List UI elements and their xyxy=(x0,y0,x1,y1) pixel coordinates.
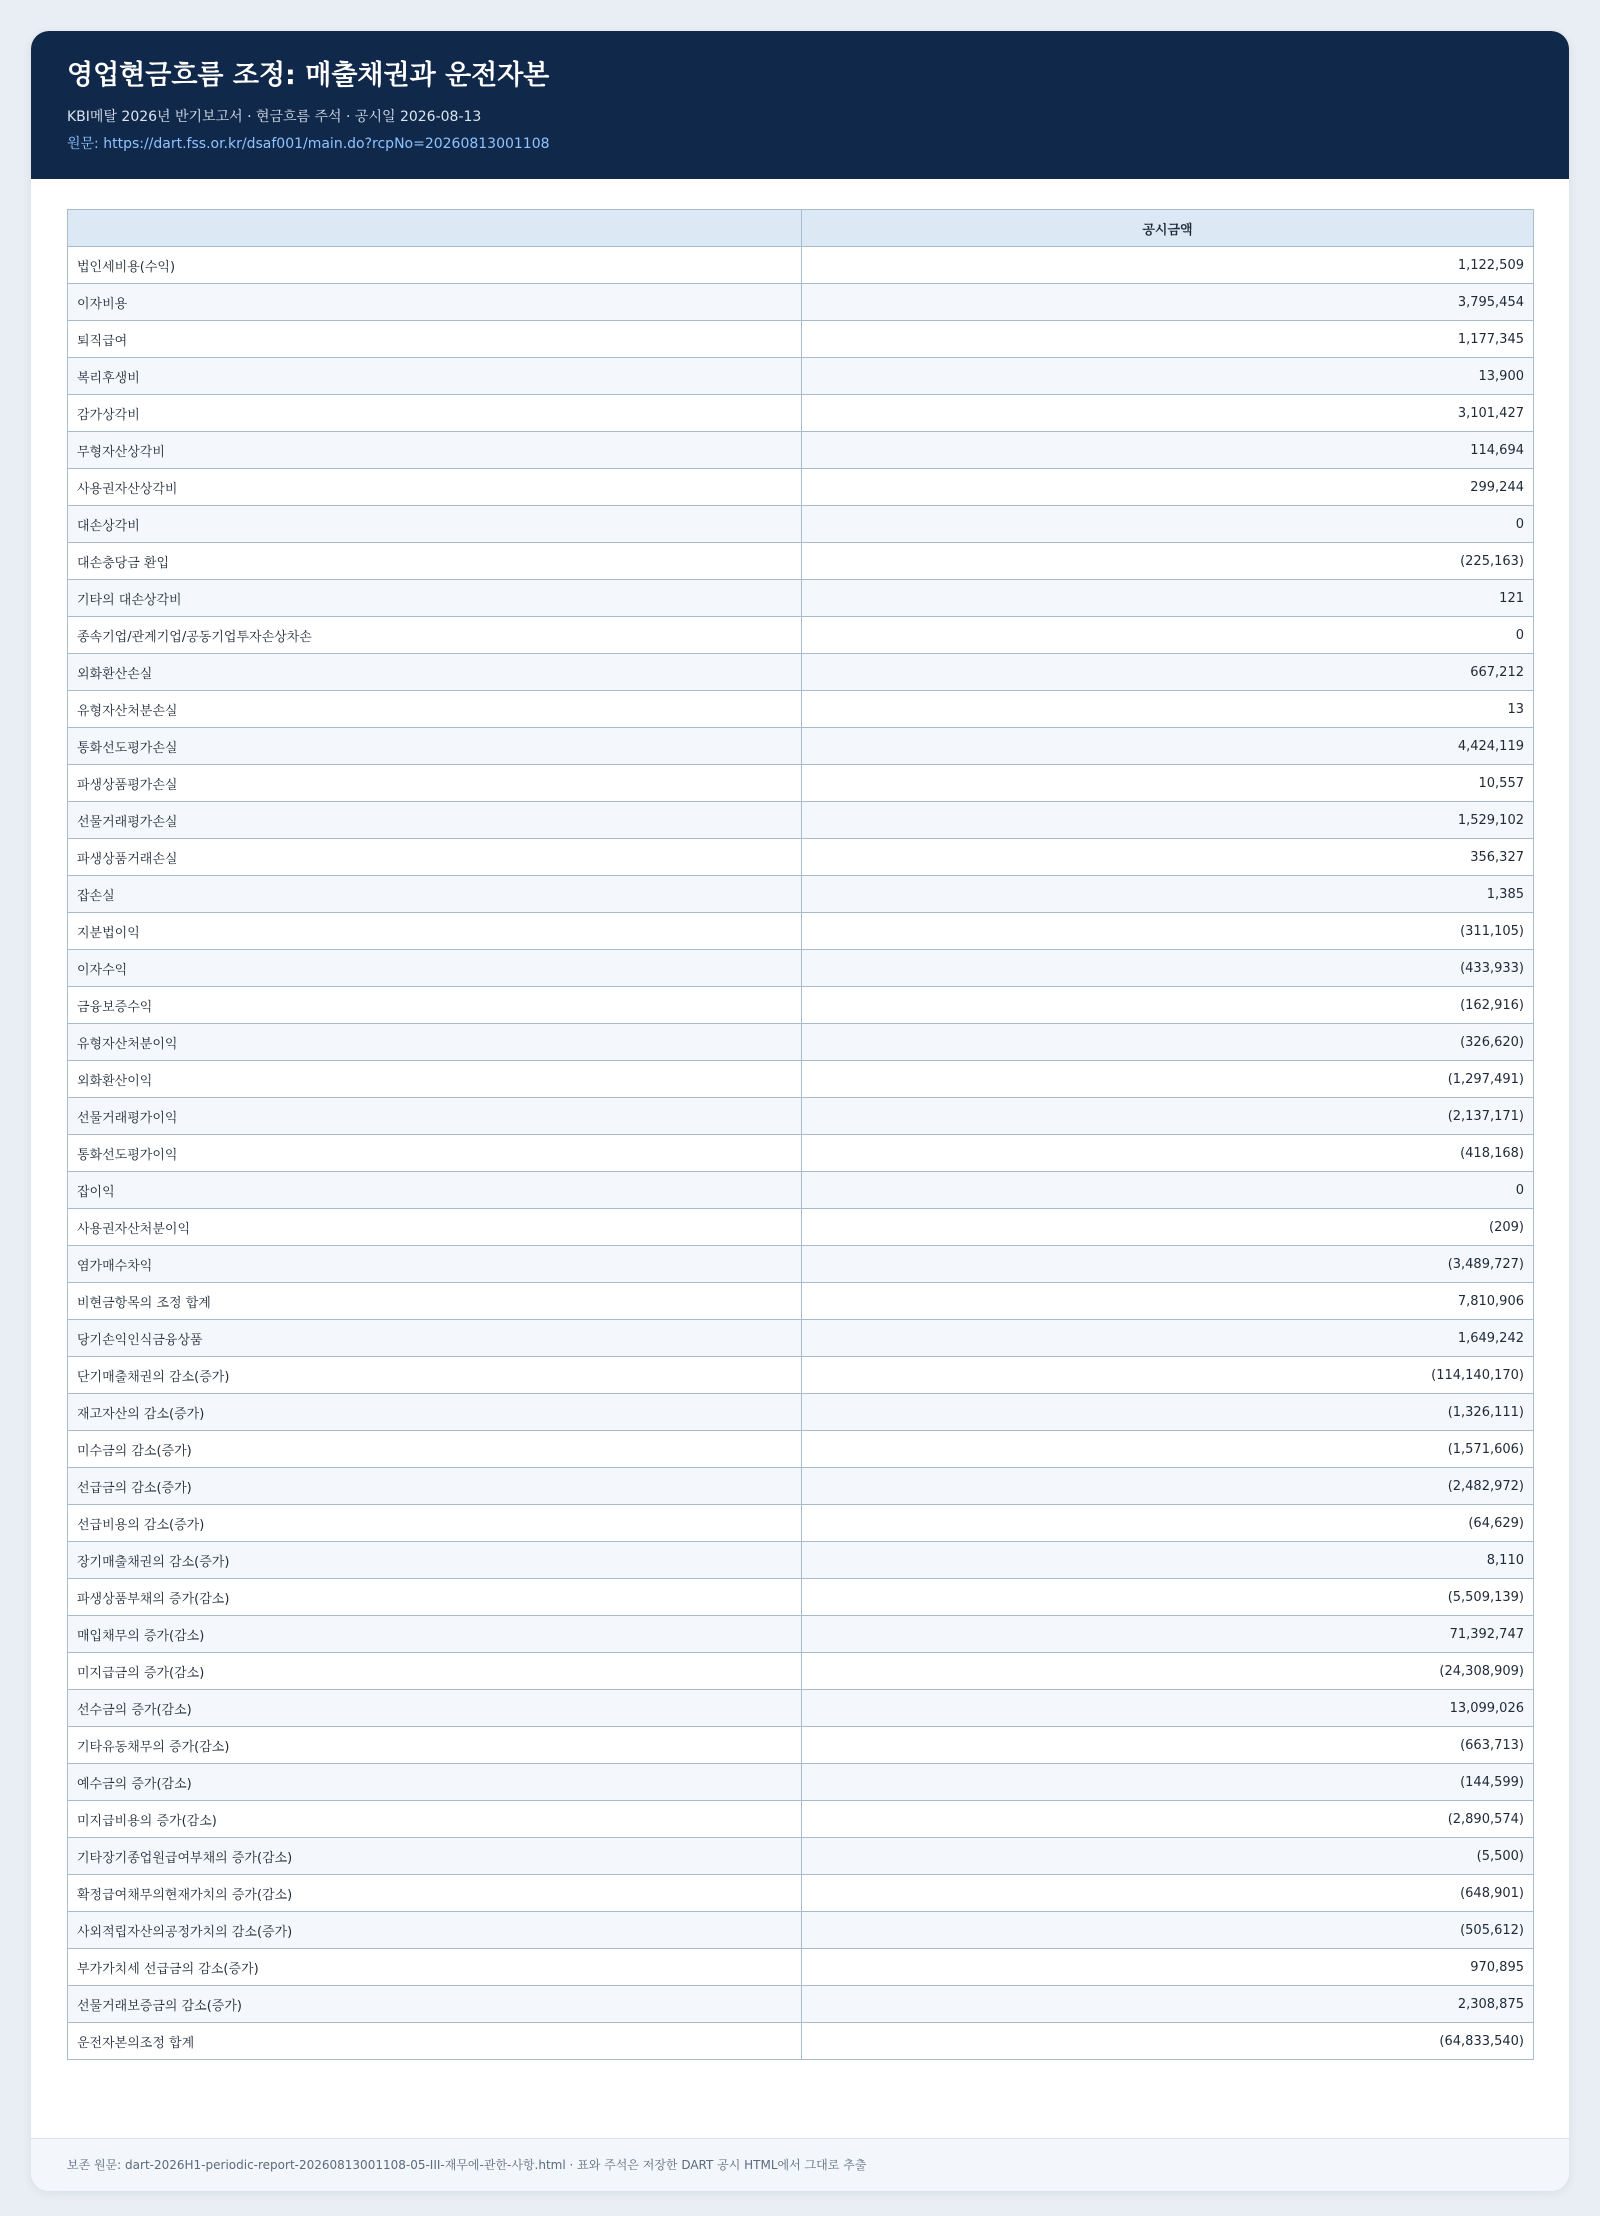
row-label: 이자수익 xyxy=(68,950,802,987)
table-row xyxy=(68,802,1534,839)
table-header-row xyxy=(68,210,1534,247)
table-row xyxy=(68,1912,1534,1949)
table-row xyxy=(68,432,1534,469)
table-row xyxy=(68,1468,1534,1505)
table-row xyxy=(68,1135,1534,1172)
row-amount: (505,612) xyxy=(802,1912,1534,1949)
table-row xyxy=(68,1690,1534,1727)
row-label: 당기손익인식금융상품 xyxy=(68,1320,802,1357)
table-row xyxy=(68,839,1534,876)
row-label: 매입채무의 증가(감소) xyxy=(68,1616,802,1653)
table-row xyxy=(68,1579,1534,1616)
table-row xyxy=(68,617,1534,654)
row-amount: 1,122,509 xyxy=(802,247,1534,284)
table-row xyxy=(68,1357,1534,1394)
table-row xyxy=(68,1764,1534,1801)
row-amount: (5,500) xyxy=(802,1838,1534,1875)
row-label: 파생상품부채의 증가(감소) xyxy=(68,1579,802,1616)
table-row xyxy=(68,2023,1534,2060)
row-label: 부가가치세 선급금의 감소(증가) xyxy=(68,1949,802,1986)
row-label: 미수금의 감소(증가) xyxy=(68,1431,802,1468)
row-amount: (1,326,111) xyxy=(802,1394,1534,1431)
row-amount: (2,482,972) xyxy=(802,1468,1534,1505)
row-label: 선물거래평가손실 xyxy=(68,802,802,839)
row-amount: (209) xyxy=(802,1209,1534,1246)
table-row xyxy=(68,1653,1534,1690)
table-container xyxy=(67,209,1533,2060)
row-amount: (663,713) xyxy=(802,1727,1534,1764)
row-label: 파생상품거래손실 xyxy=(68,839,802,876)
table-row xyxy=(68,1320,1534,1357)
table-row xyxy=(68,1246,1534,1283)
row-amount: 7,810,906 xyxy=(802,1283,1534,1320)
row-label: 재고자산의 감소(증가) xyxy=(68,1394,802,1431)
row-label: 대손충당금 환입 xyxy=(68,543,802,580)
row-label: 확정급여채무의현재가치의 증가(감소) xyxy=(68,1875,802,1912)
table-row xyxy=(68,1875,1534,1912)
table-row xyxy=(68,1431,1534,1468)
row-label: 비현금항목의 조정 합계 xyxy=(68,1283,802,1320)
row-amount: 0 xyxy=(802,506,1534,543)
footer-note: 보존 원문: dart-2026H1-periodic-report-20260813001108-05-III-재무에-관한-사항.html · 표와 주석은 저장한 DART 공시 HTML에서 그대로 추출 xyxy=(31,2138,1569,2191)
row-amount: 13,900 xyxy=(802,358,1534,395)
report-meta: KBI메탈 2026년 반기보고서 · 현금흐름 주석 · 공시일 2026-08-13 xyxy=(67,109,482,125)
row-label: 염가매수차익 xyxy=(68,1246,802,1283)
row-amount: 1,385 xyxy=(802,876,1534,913)
row-amount: (64,833,540) xyxy=(802,2023,1534,2060)
page-title: 영업현금흐름 조정: 매출채권과 운전자본 xyxy=(67,60,550,91)
table-row xyxy=(68,247,1534,284)
row-amount: 13 xyxy=(802,691,1534,728)
row-amount: 0 xyxy=(802,617,1534,654)
row-amount: (162,916) xyxy=(802,987,1534,1024)
row-label: 선급금의 감소(증가) xyxy=(68,1468,802,1505)
row-amount: (3,489,727) xyxy=(802,1246,1534,1283)
row-label: 외화환산이익 xyxy=(68,1061,802,1098)
row-amount: (326,620) xyxy=(802,1024,1534,1061)
row-label: 파생상품평가손실 xyxy=(68,765,802,802)
table-row xyxy=(68,1838,1534,1875)
row-label: 유형자산처분손실 xyxy=(68,691,802,728)
row-amount: 114,694 xyxy=(802,432,1534,469)
row-label: 사용권자산상각비 xyxy=(68,469,802,506)
row-amount: (2,890,574) xyxy=(802,1801,1534,1838)
row-label: 장기매출채권의 감소(증가) xyxy=(68,1542,802,1579)
table-row xyxy=(68,691,1534,728)
row-amount: (114,140,170) xyxy=(802,1357,1534,1394)
row-label: 유형자산처분이익 xyxy=(68,1024,802,1061)
row-amount: 299,244 xyxy=(802,469,1534,506)
row-amount: (1,297,491) xyxy=(802,1061,1534,1098)
row-amount: 13,099,026 xyxy=(802,1690,1534,1727)
row-label: 예수금의 증가(감소) xyxy=(68,1764,802,1801)
row-label: 외화환산손실 xyxy=(68,654,802,691)
table-row xyxy=(68,1801,1534,1838)
table-row xyxy=(68,1727,1534,1764)
table-row xyxy=(68,1542,1534,1579)
row-label: 무형자산상각비 xyxy=(68,432,802,469)
table-row xyxy=(68,765,1534,802)
table-row xyxy=(68,284,1534,321)
row-label: 단기매출채권의 감소(증가) xyxy=(68,1357,802,1394)
row-amount: (225,163) xyxy=(802,543,1534,580)
row-label: 감가상각비 xyxy=(68,395,802,432)
row-label: 지분법이익 xyxy=(68,913,802,950)
table-row xyxy=(68,987,1534,1024)
report-card xyxy=(31,31,1569,2191)
row-label: 법인세비용(수익) xyxy=(68,247,802,284)
row-label: 선물거래평가이익 xyxy=(68,1098,802,1135)
table-row xyxy=(68,728,1534,765)
table-row xyxy=(68,1209,1534,1246)
table-row xyxy=(68,543,1534,580)
row-amount: 3,101,427 xyxy=(802,395,1534,432)
row-label: 이자비용 xyxy=(68,284,802,321)
row-label: 미지급금의 증가(감소) xyxy=(68,1653,802,1690)
row-amount: (64,629) xyxy=(802,1505,1534,1542)
row-label: 선물거래보증금의 감소(증가) xyxy=(68,1986,802,2023)
row-label: 선급비용의 감소(증가) xyxy=(68,1505,802,1542)
row-amount: 3,795,454 xyxy=(802,284,1534,321)
row-amount: 4,424,119 xyxy=(802,728,1534,765)
row-label: 잡이익 xyxy=(68,1172,802,1209)
row-label: 대손상각비 xyxy=(68,506,802,543)
header-cell-amount: 공시금액 xyxy=(802,210,1534,247)
row-amount: 121 xyxy=(802,580,1534,617)
row-amount: (648,901) xyxy=(802,1875,1534,1912)
source-link[interactable]: 원문: https://dart.fss.or.kr/dsaf001/main.do?rcpNo=20260813001108 xyxy=(67,136,550,152)
row-amount: 667,212 xyxy=(802,654,1534,691)
row-label: 기타의 대손상각비 xyxy=(68,580,802,617)
row-label: 사용권자산처분이익 xyxy=(68,1209,802,1246)
row-amount: 71,392,747 xyxy=(802,1616,1534,1653)
row-label: 운전자본의조정 합계 xyxy=(68,2023,802,2060)
row-amount: (1,571,606) xyxy=(802,1431,1534,1468)
table-row xyxy=(68,395,1534,432)
table-row xyxy=(68,1616,1534,1653)
table-row xyxy=(68,1098,1534,1135)
row-label: 통화선도평가손실 xyxy=(68,728,802,765)
table-row xyxy=(68,469,1534,506)
table-row xyxy=(68,1061,1534,1098)
row-amount: 1,649,242 xyxy=(802,1320,1534,1357)
table-row xyxy=(68,1283,1534,1320)
table-row xyxy=(68,876,1534,913)
row-label: 선수금의 증가(감소) xyxy=(68,1690,802,1727)
row-amount: 2,308,875 xyxy=(802,1986,1534,2023)
report-header xyxy=(31,31,1569,179)
table-body xyxy=(68,247,1534,2060)
row-amount: (418,168) xyxy=(802,1135,1534,1172)
row-amount: 10,557 xyxy=(802,765,1534,802)
row-label: 사외적립자산의공정가치의 감소(증가) xyxy=(68,1912,802,1949)
row-amount: 0 xyxy=(802,1172,1534,1209)
row-amount: (24,308,909) xyxy=(802,1653,1534,1690)
table-row xyxy=(68,654,1534,691)
row-label: 금융보증수익 xyxy=(68,987,802,1024)
row-label: 기타장기종업원급여부채의 증가(감소) xyxy=(68,1838,802,1875)
table-row xyxy=(68,321,1534,358)
row-label: 종속기업/관계기업/공동기업투자손상차손 xyxy=(68,617,802,654)
cashflow-adjustment-table xyxy=(67,209,1534,2060)
table-row xyxy=(68,1394,1534,1431)
row-amount: (144,599) xyxy=(802,1764,1534,1801)
row-amount: 8,110 xyxy=(802,1542,1534,1579)
row-amount: (5,509,139) xyxy=(802,1579,1534,1616)
row-label: 미지급비용의 증가(감소) xyxy=(68,1801,802,1838)
row-amount: 356,327 xyxy=(802,839,1534,876)
row-label: 기타유동채무의 증가(감소) xyxy=(68,1727,802,1764)
table-row xyxy=(68,1024,1534,1061)
table-row xyxy=(68,1505,1534,1542)
row-amount: (2,137,171) xyxy=(802,1098,1534,1135)
row-amount: 970,895 xyxy=(802,1949,1534,1986)
row-amount: 1,529,102 xyxy=(802,802,1534,839)
row-amount: 1,177,345 xyxy=(802,321,1534,358)
table-row xyxy=(68,950,1534,987)
table-row xyxy=(68,1172,1534,1209)
table-row xyxy=(68,913,1534,950)
table-row xyxy=(68,358,1534,395)
row-amount: (311,105) xyxy=(802,913,1534,950)
table-row xyxy=(68,580,1534,617)
row-amount: (433,933) xyxy=(802,950,1534,987)
row-label: 잡손실 xyxy=(68,876,802,913)
row-label: 퇴직급여 xyxy=(68,321,802,358)
header-cell-label xyxy=(68,210,802,247)
row-label: 통화선도평가이익 xyxy=(68,1135,802,1172)
row-label: 복리후생비 xyxy=(68,358,802,395)
table-row xyxy=(68,1986,1534,2023)
table-row xyxy=(68,1949,1534,1986)
table-row xyxy=(68,506,1534,543)
